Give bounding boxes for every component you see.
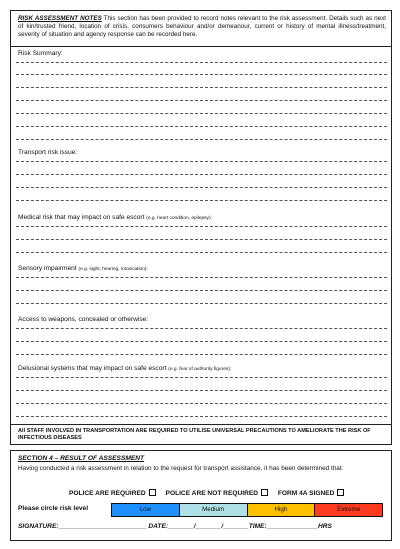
risk-level-label: Please circle risk level (18, 505, 89, 512)
form-4a-signed-option[interactable] (278, 489, 345, 497)
weapons-access-line[interactable] (16, 328, 387, 329)
transport-risk-line[interactable] (16, 200, 387, 201)
section-title (18, 455, 144, 462)
police-not-required-label: POLICE ARE NOT REQUIRED (165, 490, 258, 497)
delusional-systems-line[interactable] (16, 377, 387, 378)
form-4a-signed-label: FORM 4A SIGNED (277, 490, 335, 497)
medical-risk-line[interactable] (16, 252, 387, 253)
risk-summary-line[interactable] (16, 113, 387, 114)
divider (11, 46, 391, 47)
weapons-access-line[interactable] (16, 354, 387, 355)
police-required-option[interactable] (69, 489, 156, 497)
transport-risk-label: Transport risk issue: (18, 149, 78, 156)
sensory-impairment-line[interactable] (16, 290, 387, 291)
police-not-required-option[interactable] (166, 489, 268, 497)
police-required-checkbox[interactable] (149, 489, 156, 496)
police-options (69, 489, 352, 497)
delusional-systems-line[interactable] (16, 403, 387, 404)
transport-risk-line[interactable] (16, 187, 387, 188)
risk-level-scale (111, 503, 383, 517)
determination-text: Having conducted a risk assessment in relation to the request for transport assistance, it has been determined that: (18, 465, 344, 472)
risk-summary-line[interactable] (16, 139, 387, 140)
medical-risk-label: Medical risk that may impact on safe escort (e.g. heart condition, epilepsy): (18, 214, 212, 221)
delusional-systems-line[interactable] (16, 390, 387, 391)
risk-summary-line[interactable] (16, 100, 387, 101)
notes-intro (18, 15, 386, 39)
risk-assessment-notes-section (10, 10, 392, 445)
police-required-label: POLICE ARE REQUIRED (69, 490, 146, 497)
form-4a-signed-checkbox[interactable] (337, 489, 344, 496)
risk-level-medium[interactable]: Medium (180, 504, 248, 516)
risk-level-extreme[interactable]: Extreme (315, 504, 382, 516)
section-title-text: – RESULT OF ASSESSMENT (52, 455, 145, 462)
delusional-systems-label: Delusional systems that may impact on safe escort (e.g. fear of authority figures): (18, 365, 232, 372)
sensory-impairment-line[interactable] (16, 303, 387, 304)
weapons-access-line[interactable] (16, 341, 387, 342)
risk-summary-label: Risk Summary: (18, 50, 63, 57)
weapons-access-label: Access to weapons, concealed or otherwise: (18, 316, 149, 323)
risk-summary-line[interactable] (16, 126, 387, 127)
result-of-assessment-section (10, 450, 392, 541)
delusional-systems-line[interactable] (16, 416, 387, 417)
risk-level-high[interactable]: High (248, 504, 316, 516)
risk-summary-line[interactable] (16, 87, 387, 88)
notes-heading: RISK ASSESSMENT NOTES (18, 15, 102, 22)
divider (11, 424, 391, 425)
medical-risk-line[interactable] (16, 226, 387, 227)
risk-summary-line[interactable] (16, 74, 387, 75)
sensory-impairment-label: Sensory impairment (e.g. sight, hearing, intoxication): (18, 265, 148, 272)
section-number: SECTION 4 (18, 455, 53, 462)
sensory-impairment-line[interactable] (16, 277, 387, 278)
risk-level-low[interactable]: Low (112, 504, 180, 516)
police-not-required-checkbox[interactable] (261, 489, 268, 496)
risk-summary-line[interactable] (16, 62, 387, 63)
infection-precautions-notice: All STAFF INVOLVED IN TRANSPORTATION ARE REQUIRED TO UTILISE UNIVERSAL PRECAUTIONS TO AMELIORATE THE RISK OF INFECTIOUS DISEASES (18, 428, 371, 442)
signature-date-time-line[interactable]: SIGNATURE:________________________ DATE:_______/_______/_______TIME:______________HRS (18, 523, 332, 530)
notes-intro-text: This section has been provided to record notes relevant to the risk assessment. Details such as next of kin/trusted friend, location of crisis, consumers behaviour and/or demeanour, current or history of mental illness/treatment, severity of situation and agency response can be recorded here. (18, 15, 386, 39)
transport-risk-line[interactable] (16, 174, 387, 175)
transport-risk-line[interactable] (16, 161, 387, 162)
medical-risk-line[interactable] (16, 239, 387, 240)
